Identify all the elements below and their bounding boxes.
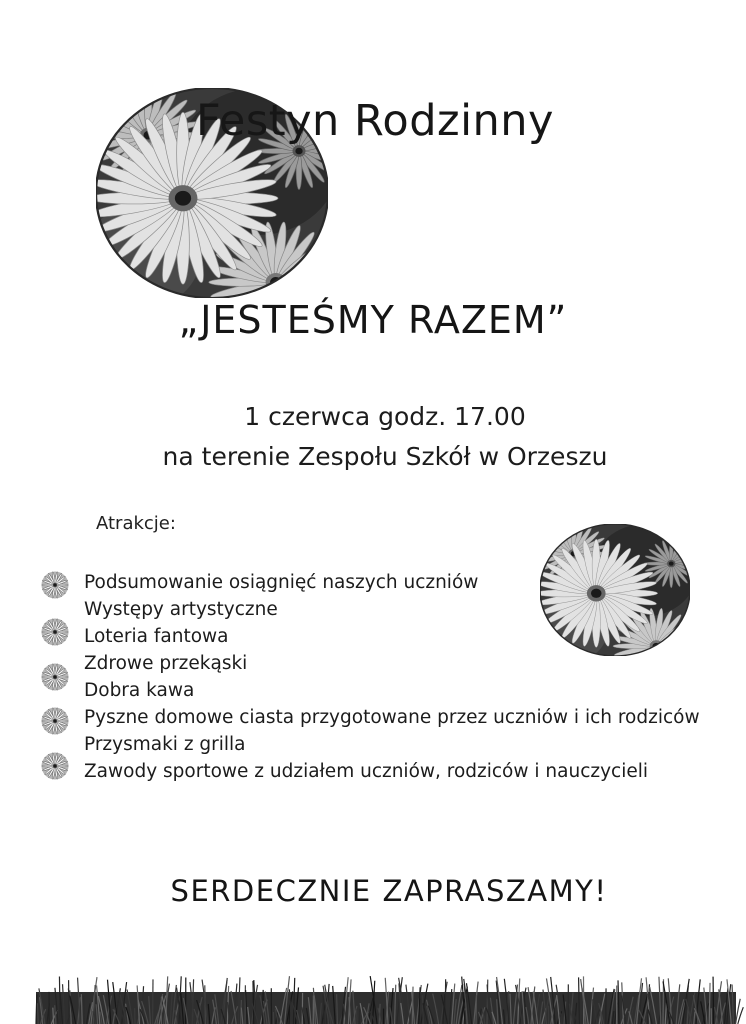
list-item: Przysmaki z grilla [84, 734, 246, 755]
grass-border [0, 962, 746, 1024]
attractions-heading: Atrakcje: [96, 513, 176, 534]
daisy-bullet-icon [38, 617, 72, 647]
daisy-bullet-icon [38, 662, 72, 692]
event-place: na terenie Zespołu Szkół w Orzeszu [162, 442, 608, 471]
list-item: Podsumowanie osiągnięć naszych uczniów [84, 572, 479, 593]
list-item: Zdrowe przekąski [84, 653, 248, 674]
poster-title: Festyn Rodzinny [196, 96, 554, 146]
list-item: Dobra kawa [84, 680, 195, 701]
daisy-bullet-icon [38, 570, 72, 600]
list-item: Zawody sportowe z udziałem uczniów, rodziców i nauczycieli [84, 761, 648, 782]
daisy-bullet-icon [38, 706, 72, 736]
closing-invitation: SERDECZNIE ZAPRASZAMY! [170, 874, 608, 908]
flower-photo-small [540, 524, 690, 656]
poster-slogan: „JESTEŚMY RAZEM” [178, 298, 568, 342]
list-item: Pyszne domowe ciasta przygotowane przez uczniów i ich rodziców [84, 707, 700, 728]
event-date: 1 czerwca godz. 17.00 [244, 402, 526, 431]
list-item: Występy artystyczne [84, 599, 278, 620]
daisy-bullet-icon [38, 751, 72, 781]
list-item: Loteria fantowa [84, 626, 229, 647]
